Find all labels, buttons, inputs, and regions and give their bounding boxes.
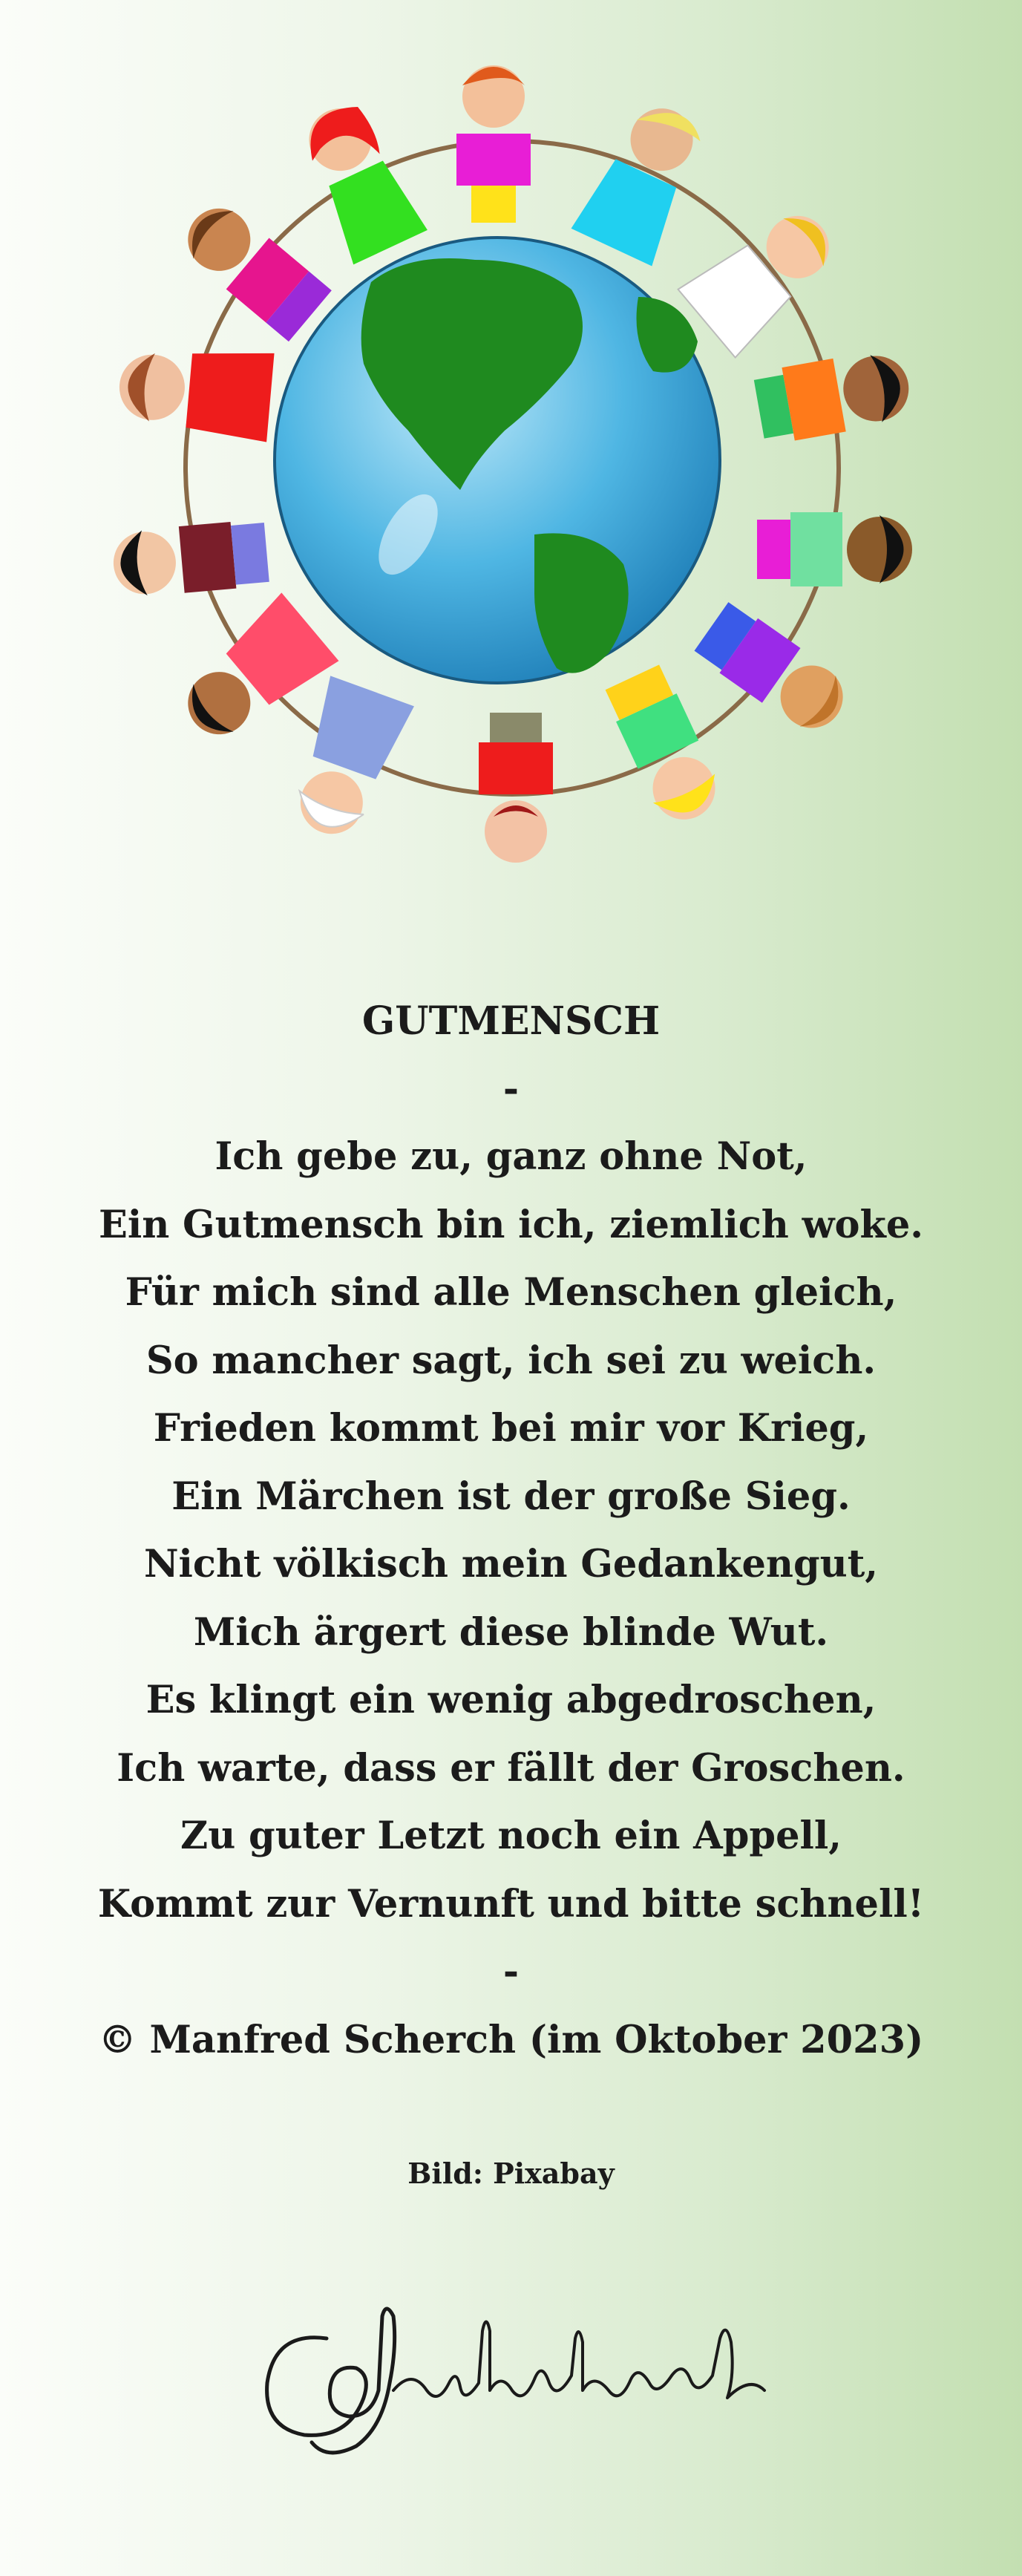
- poem-line: Kommt zur Vernunft und bitte schnell!: [97, 1881, 925, 1926]
- poem-copyright: © Manfred Scherch (im Oktober 2023): [98, 2017, 924, 2062]
- child-figure: [279, 676, 414, 847]
- poem-line: Ich gebe zu, ganz ohne Not,: [214, 1134, 808, 1179]
- poem-line: Ein Gutmensch bin ich, ziemlich woke.: [98, 1202, 924, 1247]
- poem-line: Für mich sind alle Menschen gleich,: [125, 1270, 897, 1315]
- child-figure: [753, 347, 914, 446]
- poem-line: Frieden kommt bei mir vor Krieg,: [153, 1406, 869, 1451]
- child-figure: [456, 65, 531, 223]
- child-figure: [571, 93, 715, 267]
- child-figure: [111, 519, 269, 599]
- child-figure: [601, 663, 728, 831]
- child-figure: [678, 193, 851, 358]
- child-figure: [167, 592, 339, 757]
- poem-separator: -: [502, 1949, 520, 1994]
- poem-line: Ich warte, dass er fällt der Groschen.: [117, 1745, 905, 1791]
- poem-line: So mancher sagt, ich sei zu weich.: [145, 1338, 877, 1383]
- poem-line: Nicht völkisch mein Gedankengut,: [143, 1542, 879, 1586]
- child-figure: [479, 713, 553, 863]
- image-credit: Bild: Pixabay: [407, 2157, 615, 2190]
- poem: [0, 987, 1022, 2074]
- poem-title: GUTMENSCH: [361, 998, 661, 1044]
- children-around-globe-illustration: [59, 15, 965, 921]
- globe: [275, 238, 720, 683]
- poem-line: Es klingt ein wenig abgedroschen,: [145, 1678, 877, 1722]
- child-figure: [116, 340, 275, 442]
- child-figure: [290, 94, 428, 265]
- gedichtezauber-signature-logo: [245, 2286, 779, 2465]
- poem-line: Mich ärgert diese blinde Wut.: [193, 1609, 829, 1655]
- poem-line: Ein Märchen ist der große Sieg.: [171, 1474, 851, 1519]
- child-figure: [174, 194, 332, 341]
- poem-separator: -: [502, 1066, 520, 1111]
- child-figure: [757, 512, 912, 586]
- poem-line: Zu guter Letzt noch ein Appell,: [180, 1814, 842, 1858]
